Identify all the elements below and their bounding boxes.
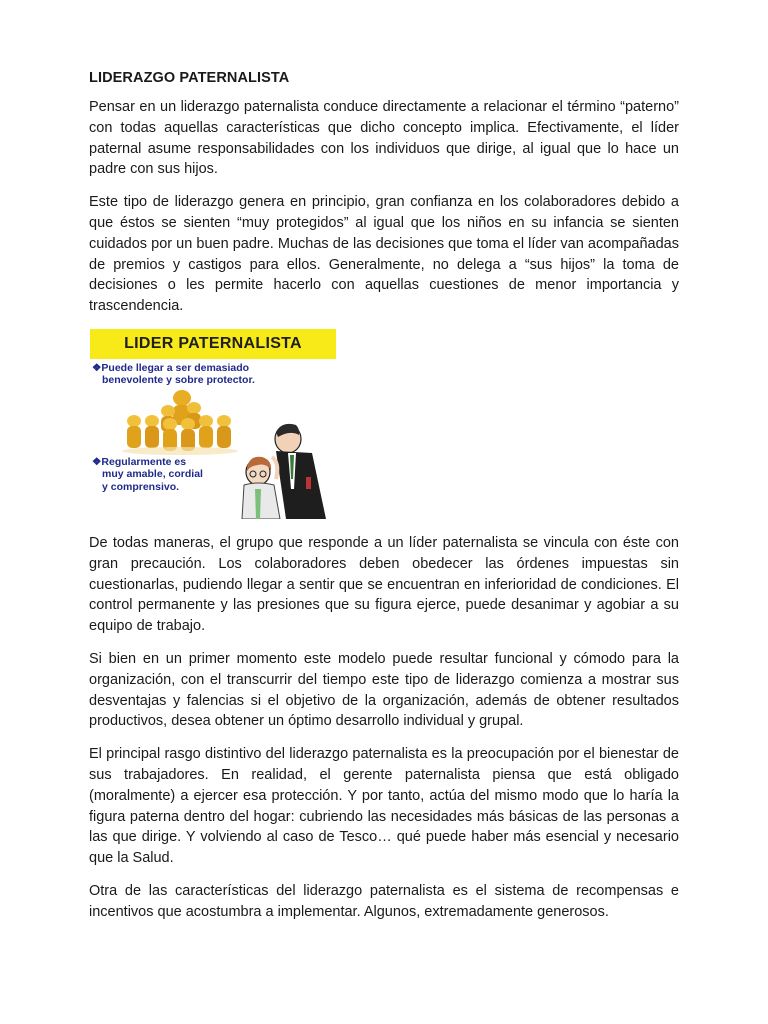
document-page	[89, 70, 679, 935]
bullet-mark-icon: ❖	[92, 361, 102, 374]
paragraph-5: El principal rasgo distintivo del liderazgo paternalista es la preocupación por el bienestar de sus trabajadores. En realidad, el gerente paternalista piensa que está obligado (moralmente) a ejercer esa protección. Y por tanto, actúa del mismo modo que lo haría la figura paterna dentro del hogar: cubriendo las necesidades más básicas de las personas a las que dirige. Y volviendo al caso de Tesco… qué puede haber más esencial y necesario que la Salud.	[89, 746, 679, 867]
leader-with-child-icon	[242, 424, 326, 519]
bullet-1-line-2: benevolente y sobre protector.	[102, 374, 255, 387]
leader-illustration	[90, 329, 336, 519]
illustration-title: LIDER PATERNALISTA	[124, 334, 302, 352]
bullet-2-line-1: Regularmente es	[101, 455, 187, 468]
bullet-2-line-3: y comprensivo.	[102, 480, 180, 493]
paragraph-4: Si bien en un primer momento este modelo puede resultar funcional y cómodo para la organización, con el transcurrir del tiempo este tipo de liderazgo comienza a mostrar sus desventajas y falencias si el objetivo de la organización, además de obtener resultados productivos, desea obtener un óptimo desarrollo individual y grupal.	[89, 650, 679, 730]
paragraph-1: Pensar en un liderazgo paternalista conduce directamente a relacionar el término “paterno” con todas aquellas características que dicho concepto implica. Efectivamente, el líder paternal asume responsabilidades con los individuos que dirige, al igual que lo hace un padre con sus hijos.	[89, 99, 679, 178]
paragraph-2: Este tipo de liderazgo genera en principio, gran confianza en los colaboradores debido a que éstos se sienten “muy protegidos” al igual que los niños en su infancia se sienten cuidados por un buen padre. Muchas de las decisiones que toma el líder van acompañadas de premios y castigos para ellos. Generalmente, no delega a “sus hijos” la toma de decisiones o les permite hacerlo con aquellas cuestiones de menor importancia y trascendencia.	[89, 194, 679, 315]
illustration-bullet-2	[92, 456, 203, 494]
bullet-1-line-1: Puede llegar a ser demasiado	[101, 361, 250, 374]
paragraph-3: De todas maneras, el grupo que responde a un líder paternalista se vincula con éste con gran precaución. Los colaboradores deben obedecer las órdenes impuestas sin cuestionarlas, pudiendo llegar a sentir que se encuentran en inferioridad de condiciones. El control permanente y las presiones que su figura ejerce, puede desanimar y agobiar a su equipo de trabajo.	[89, 534, 679, 635]
gold-figures-group-icon	[122, 390, 238, 455]
document-title: LIDERAZGO PATERNALISTA	[89, 70, 290, 86]
bullet-mark-icon: ❖	[92, 455, 102, 468]
paragraph-6: Otra de las características del liderazgo paternalista es el sistema de recompensas e incentivos que acostumbra a implementar. Algunos, extremadamente generosos.	[89, 882, 679, 920]
bullet-2-line-2: muy amable, cordial	[102, 468, 203, 481]
